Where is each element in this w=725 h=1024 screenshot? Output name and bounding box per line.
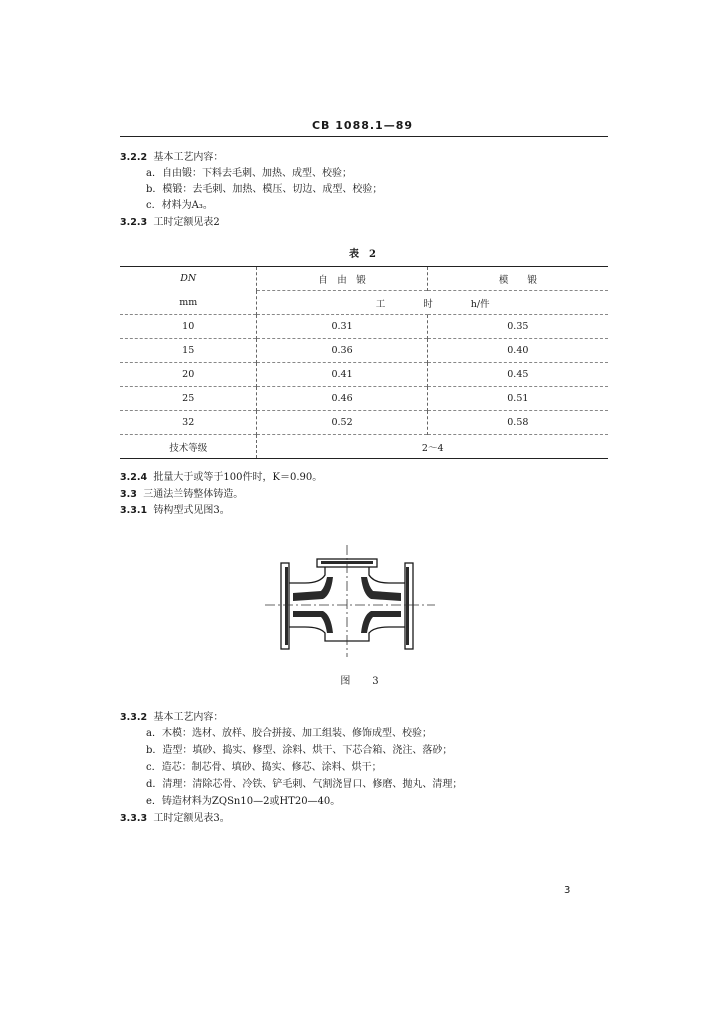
- cell-die: 0.45: [427, 363, 608, 387]
- standard-code-header: CB 1088.1—89: [311, 119, 414, 132]
- section-3-3-2-heading: [120, 712, 223, 724]
- work-hours-table: [120, 266, 608, 459]
- table-header-row: [120, 267, 608, 291]
- cell-dn: 15: [120, 339, 257, 363]
- grade-value: 2～4: [257, 435, 608, 459]
- list-item: b．模锻：去毛刺、加热、模压、切边、成型、校验；: [146, 184, 383, 195]
- col-header-dn: DN: [120, 267, 257, 291]
- section-number: 3.2.4: [120, 472, 148, 483]
- unit-hours: 工 时 h/件: [257, 291, 608, 315]
- cell-die: 0.40: [427, 339, 608, 363]
- list-item: e．铸造材料为ZQSn10—2或HT20—40。: [146, 796, 341, 807]
- table-caption: 表 2: [349, 249, 376, 260]
- section-title: 基本工艺内容：: [153, 712, 224, 723]
- section-text: 铸构型式见图3。: [153, 505, 230, 516]
- cell-free: 0.46: [257, 387, 427, 411]
- list-item: b．造型：填砂、捣实、修型、涂料、烘干、下芯合箱、浇注、落砂；: [146, 745, 453, 756]
- col-header-free-forging: 自 由 锻: [257, 267, 427, 291]
- list-item: d．清理：清除芯骨、冷铁、铲毛刺、气割浇冒口、修磨、抛丸、清理；: [146, 779, 463, 790]
- section-text: 批量大于或等于100件时，K＝0.90。: [153, 472, 323, 483]
- section-3-3-1: [120, 505, 230, 517]
- section-number: 3.3.3: [120, 813, 148, 824]
- cell-dn: 20: [120, 363, 257, 387]
- cell-free: 0.36: [257, 339, 427, 363]
- list-item: a．木模：选材、放样、胶合拼接、加工组装、修饰成型、校验；: [146, 728, 432, 739]
- cell-dn: 32: [120, 411, 257, 435]
- section-number: 3.2.3: [120, 217, 148, 228]
- section-3-3-3: [120, 813, 230, 825]
- list-item: c．材料为A₃。: [146, 200, 213, 211]
- table-row: [120, 315, 608, 339]
- section-number: 3.3.2: [120, 712, 148, 723]
- cell-die: 0.58: [427, 411, 608, 435]
- section-title: 基本工艺内容：: [153, 152, 224, 163]
- col-header-die-forging: 模 锻: [427, 267, 608, 291]
- cell-dn: 25: [120, 387, 257, 411]
- list-item: a．自由锻：下料去毛刺、加热、成型、校验；: [146, 168, 352, 179]
- unit-mm: mm: [179, 296, 198, 308]
- section-number: 3.3.1: [120, 505, 148, 516]
- table-row: [120, 387, 608, 411]
- section-text: 三通法兰铸整体铸造。: [143, 489, 244, 500]
- section-text: 工时定额见表3。: [153, 813, 230, 824]
- table-grade-row: [120, 435, 608, 459]
- table-row: [120, 363, 608, 387]
- cell-die: 0.51: [427, 387, 608, 411]
- tee-flange-casting-drawing: [265, 545, 435, 657]
- grade-label: 技术等级: [120, 435, 257, 459]
- table-row: [120, 339, 608, 363]
- cell-dn: 10: [120, 315, 257, 339]
- cell-die: 0.35: [427, 315, 608, 339]
- table-unit-row: [120, 291, 608, 315]
- figure-caption: 图 3: [340, 676, 385, 687]
- section-3-2-2-heading: [120, 152, 223, 164]
- section-3-3: [120, 489, 243, 501]
- cell-free: 0.31: [257, 315, 427, 339]
- table-row: [120, 411, 608, 435]
- list-item: c．造芯：制芯骨、填砂、捣实、修芯、涂料、烘干；: [146, 762, 382, 773]
- cell-free: 0.41: [257, 363, 427, 387]
- header-rule: [120, 136, 608, 137]
- section-3-2-3: [120, 217, 220, 229]
- cell-free: 0.52: [257, 411, 427, 435]
- page-number: 3: [564, 885, 571, 896]
- section-number: 3.3: [120, 489, 137, 500]
- section-3-2-4: [120, 472, 322, 484]
- section-number: 3.2.2: [120, 152, 148, 163]
- section-text: 工时定额见表2: [153, 217, 220, 228]
